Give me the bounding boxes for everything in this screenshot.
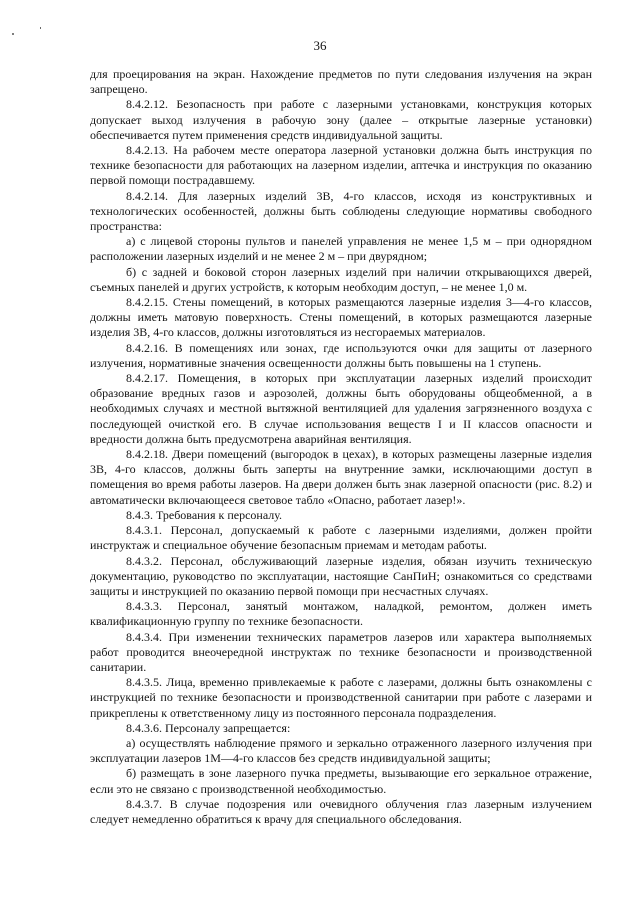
list-item-b-prohibition: б) размещать в зоне лазерного пучка предметы, вызывающие его зеркальное отражение, если это не связано с производственной необходимостью. <box>90 766 592 796</box>
paragraph-8-4-3-6: 8.4.3.6. Персоналу запрещается: <box>126 720 291 735</box>
paragraph-8-4-2-12: 8.4.2.12. Безопасность при работе с лазерными установками, конструкция которых допускает выход излучения в рабочую зону (далее – открытые лазерные установки) обеспечивается путем применения средств индивидуальной защиты. <box>90 97 592 142</box>
body-text <box>90 67 592 827</box>
scan-speck <box>12 33 14 35</box>
paragraph-8-4-3-2: 8.4.3.2. Персонал, обслуживающий лазерные изделия, обязан изучить техническую документацию, руководство по эксплуатации, настоящие СанПиН; ознакомиться со средствами защиты и инструкцией по оказанию первой помощи при несчастных случаях. <box>90 553 592 598</box>
paragraph-continuation: для проецирования на экран. Нахождение предметов по пути следования излучения на экран запрещено. <box>90 67 592 97</box>
paragraph-8-4-3-7: 8.4.3.7. В случае подозрения или очевидного облучения глаз лазерным излучением следует немедленно обратиться к врачу для специального обследования. <box>90 796 592 826</box>
paragraph-8-4-3-5: 8.4.3.5. Лица, временно привлекаемые к работе с лазерами, должны быть ознакомлены с инструкцией по технике безопасности и производственной санитарии при работе с лазерами и прикреплены к ответственному лицу из постоянного персонала подразделения. <box>90 675 592 720</box>
list-item-a-prohibition: а) осуществлять наблюдение прямого и зеркально отраженного лазерного излучения при эксплуатации лазеров 1М—4-го классов без средств индивидуальной защиты; <box>90 735 592 766</box>
page-number: 36 <box>313 38 327 53</box>
list-item-b-rear-clearance: б) с задней и боковой сторон лазерных изделий при наличии открывающихся дверей, съемных панелей и других устройств, к которым необходим доступ, – не менее 1,0 м. <box>90 264 592 294</box>
list-item-a-front-clearance: а) с лицевой стороны пультов и панелей управления не менее 1,5 м – при однорядном расположении лазерных изделий и не менее 2 м – при двурядном; <box>90 234 592 264</box>
paragraph-8-4-2-18: 8.4.2.18. Двери помещений (выгородок в цехах), в которых размещены лазерные изделия 3В, 4-го классов, должны быть заперты на внутренние замки, исключающими доступ в помещения во время работы лазеров. На двери должен быть знак лазерной опасности (рис. 8.2) и автоматически включающееся световое табло «Опасно, работает лазер!». <box>90 447 592 507</box>
paragraph-8-4-2-14: 8.4.2.14. Для лазерных изделий 3В, 4-го классов, исходя из конструктивных и технологических особенностей, должны быть соблюдены следующие нормативы свободного пространства: <box>90 188 592 234</box>
section-heading-8-4-3: 8.4.3. Требования к персоналу. <box>126 507 283 522</box>
paragraph-8-4-2-16: 8.4.2.16. В помещениях или зонах, где используются очки для защиты от лазерного излучения, нормативные значения освещенности должны быть повышены на 1 ступень. <box>90 340 592 370</box>
paragraph-8-4-3-3: 8.4.3.3. Персонал, занятый монтажом, наладкой, ремонтом, должен иметь квалификационную группу по технике безопасности. <box>90 599 592 629</box>
scan-speck <box>40 27 41 29</box>
paragraph-8-4-2-13: 8.4.2.13. На рабочем месте оператора лазерной установки должна быть инструкция по технике безопасности для работающих на лазерном изделии, аптечка и инструкция по оказанию первой помощи пострадавшему. <box>90 143 592 188</box>
paragraph-8-4-3-1: 8.4.3.1. Персонал, допускаемый к работе с лазерными изделиями, должен пройти инструктаж и специальное обучение безопасным приемам и методам работы. <box>90 523 592 553</box>
paragraph-8-4-2-17: 8.4.2.17. Помещения, в которых при эксплуатации лазерных изделий происходит образование вредных газов и аэрозолей, должны быть оборудованы общеобменной, а в необходимых случаях и местной вытяжной вентиляцией для удаления загрязненного воздуха с последующей очисткой его. В случае использования веществ I и II классов опасности и вредности должна быть предусмотрена аварийная вентиляция. <box>90 371 592 446</box>
paragraph-8-4-2-15: 8.4.2.15. Стены помещений, в которых размещаются лазерные изделия 3—4-го классов, должны иметь матовую поверхность. Стены помещений, в которых размещаются лазерные изделия 3В, 4-го классов, должны изготовляться из несгораемых материалов. <box>90 295 592 340</box>
paragraph-8-4-3-4: 8.4.3.4. При изменении технических параметров лазеров или характера выполняемых работ проводится внеочередной инструктаж по технике безопасности и производственной санитарии. <box>90 629 592 674</box>
